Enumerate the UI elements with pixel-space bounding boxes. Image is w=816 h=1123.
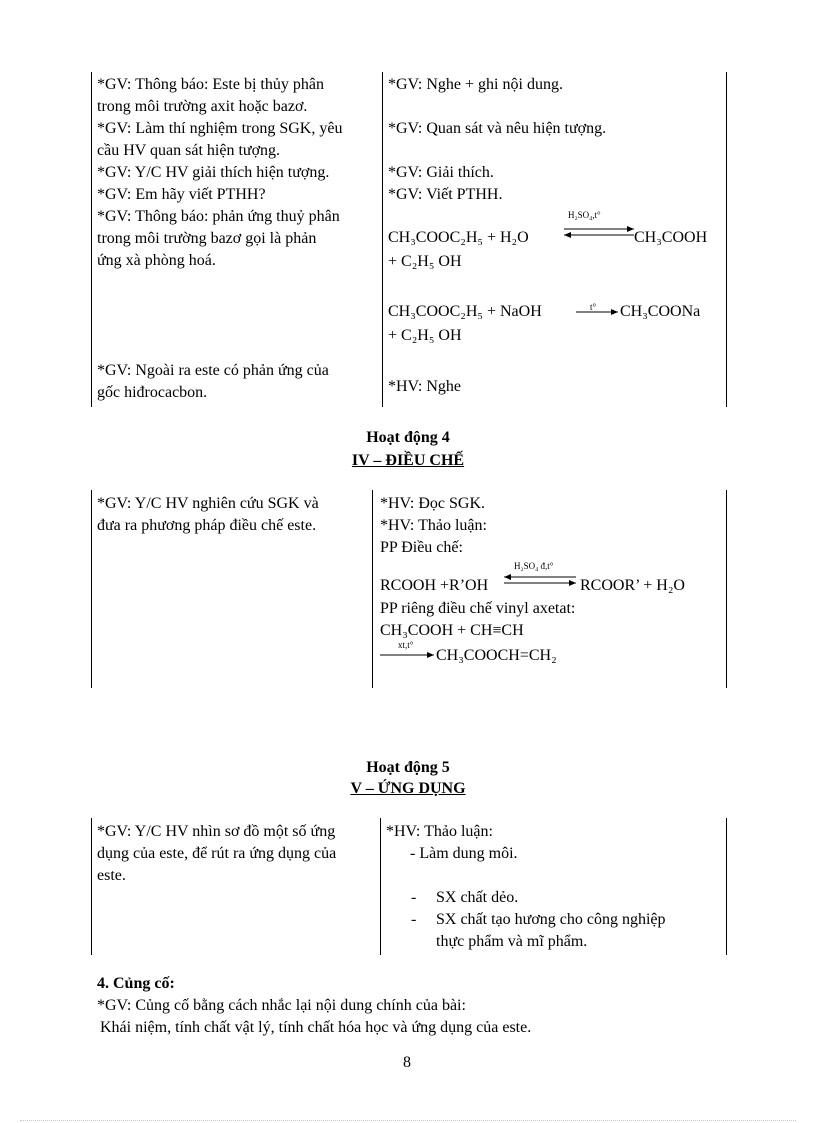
t1-left-line: *GV: Ngoài ra este có phản ứng của — [97, 362, 329, 379]
t1-left-line: cầu HV quan sát hiện tượng. — [97, 142, 281, 159]
t1-left-line: gốc hiđrocacbon. — [97, 384, 208, 401]
t1-left-line: trong môi trường axit hoặc bazơ. — [97, 98, 308, 115]
t1-right-note: *GV: Viết PTHH. — [388, 186, 503, 203]
table-2-left-border — [91, 490, 92, 688]
page-edge — [20, 1120, 796, 1121]
vinyl-acetate-note: PP riêng điều chế vinyl axetat: — [380, 600, 576, 617]
consolidation-line-2: Khái niệm, tính chất vật lý, tính chất hóa học và ứng dụng của este. — [100, 1019, 532, 1036]
table-1-right-border — [726, 72, 727, 407]
t1-right-note: *GV: Nghe + ghi nội dung. — [388, 76, 563, 93]
t2-right-line: *HV: Đọc SGK. — [380, 495, 486, 512]
eq1-reversible-arrow — [562, 225, 636, 239]
table-3-right-border — [726, 818, 727, 955]
table-1-divider — [382, 72, 383, 407]
eq1-condition: H₂SO₄,t° — [568, 210, 601, 220]
table-1-left-border — [91, 72, 92, 407]
eq2-continuation: + C₂H₅ OH — [388, 327, 462, 344]
eq3-product: RCOOR’ + H₂O — [580, 577, 685, 594]
eq1-reactants: CH₃COOC₂H₅ + H₂O — [388, 229, 529, 246]
activity-4-section — [0, 451, 816, 471]
t2-right-line: PP Điều chế: — [380, 539, 463, 556]
activity-5-title: Hoạt động 5 — [366, 759, 450, 776]
table-3-left-border — [91, 818, 92, 955]
eq4-reactants: CH₃COOH + CH≡CH — [380, 622, 524, 639]
table-2-right-border — [726, 490, 727, 688]
t3-right-item: - Làm dung môi. — [410, 845, 518, 862]
t1-left-line: *GV: Làm thí nghiệm trong SGK, yêu — [97, 120, 343, 137]
t1-left-line: *GV: Y/C HV giải thích hiện tượng. — [97, 164, 330, 181]
eq2-product: CH₃COONa — [620, 303, 701, 320]
eq2-arrow — [574, 307, 620, 317]
list-dash: - — [411, 889, 417, 906]
eq4-condition: xt,t° — [398, 640, 414, 650]
t1-left-line: *GV: Thông báo: phản ứng thuỷ phân — [97, 208, 340, 225]
eq2-reactants: CH₃COOC₂H₅ + NaOH — [388, 303, 542, 320]
list-dash: - — [411, 911, 417, 928]
t1-left-line: ứng xà phòng hoá. — [97, 252, 216, 269]
t3-right-item: SX chất tạo hương cho công nghiệp — [436, 911, 666, 928]
eq4-product: CH₃COOCH=CH₂ — [436, 647, 557, 664]
activity-5-section-text: V – ỨNG DỤNG — [350, 780, 466, 797]
t2-left-line: *GV: Y/C HV nghiên cứu SGK và — [97, 495, 319, 512]
t1-left-line: *GV: Thông báo: Este bị thủy phân — [97, 76, 324, 93]
t2-right-line: *HV: Thảo luận: — [380, 517, 487, 534]
t3-left-line: *GV: Y/C HV nhìn sơ đồ một số ứng — [97, 823, 336, 840]
t1-right-note: *HV: Nghe — [388, 378, 462, 395]
t1-right-note: *GV: Giải thích. — [388, 164, 494, 181]
table-3-divider — [380, 818, 381, 955]
t3-left-line: dụng của este, để rút ra ứng dụng của — [97, 845, 337, 862]
t3-right-head: *HV: Thảo luận: — [386, 823, 493, 840]
consolidation-heading: 4. Củng cố: — [97, 975, 175, 992]
eq2-condition: t° — [590, 302, 597, 312]
t1-right-note: *GV: Quan sát và nêu hiện tượng. — [388, 120, 607, 137]
consolidation-line-1: *GV: Củng cố bằng cách nhắc lại nội dung chính của bài: — [97, 997, 466, 1014]
t1-left-line: trong môi trường bazơ gọi là phản — [97, 230, 317, 247]
eq3-condition: H₂SO₄ đ,t° — [514, 561, 554, 571]
eq3-reactants: RCOOH +R’OH — [380, 577, 489, 594]
activity-4-section-text: IV – ĐIỀU CHẾ — [351, 452, 465, 469]
t3-left-line: este. — [97, 867, 126, 884]
eq1-product: CH₃COOH — [634, 229, 708, 246]
t1-left-line: *GV: Em hãy viết PTHH? — [97, 186, 266, 203]
page-number: 8 — [403, 1054, 411, 1071]
eq1-continuation: + C₂H₅ OH — [388, 253, 462, 270]
activity-5-section — [0, 779, 816, 799]
table-2-divider — [372, 490, 373, 688]
activity-4-title: Hoạt động 4 — [366, 429, 450, 446]
t2-left-line: đưa ra phương pháp điều chế este. — [97, 517, 317, 534]
t3-right-item: SX chất dẻo. — [436, 889, 519, 906]
t3-right-item: thực phẩm và mĩ phẩm. — [436, 933, 588, 950]
eq3-reversible-arrow — [502, 573, 578, 587]
eq4-arrow — [378, 650, 436, 660]
